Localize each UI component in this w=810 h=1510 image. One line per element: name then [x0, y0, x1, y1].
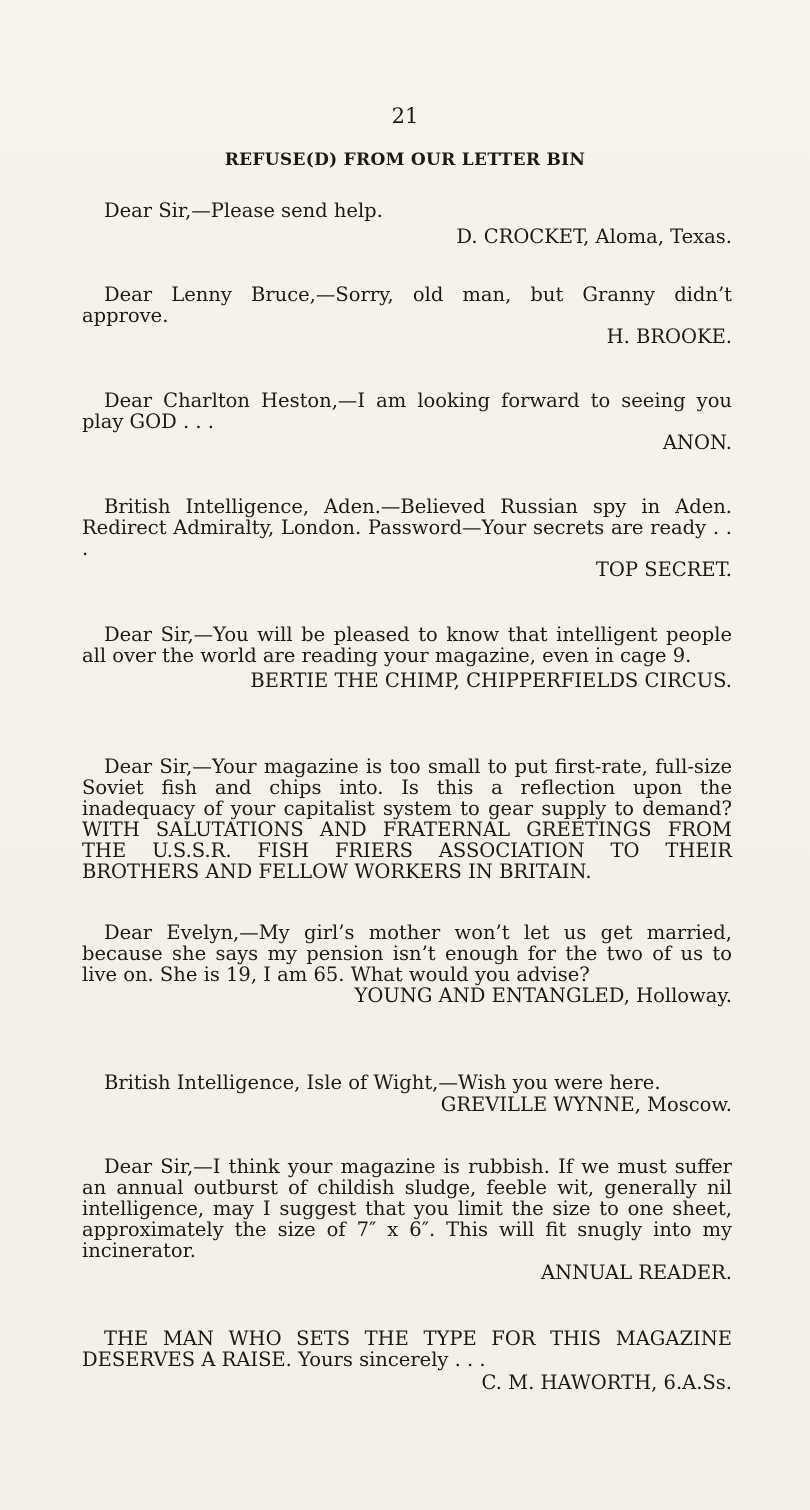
letter-9 [82, 1156, 732, 1283]
letter-body: Dear Sir,—You will be pleased to know that intelligent people all over the world are reading your magazine, even in cage 9. [82, 623, 732, 667]
page-number: 21 [391, 104, 419, 128]
letter-10 [82, 1328, 732, 1393]
letter-body: THE MAN WHO SETS THE TYPE FOR THIS MAGAZINE DESERVES A RAISE. Yours sincerely . . . [82, 1327, 732, 1371]
letter-5 [82, 624, 732, 691]
letter-3 [82, 390, 732, 453]
letter-signature: GREVILLE WYNNE, Moscow. [440, 1093, 732, 1116]
letter-8 [82, 1072, 732, 1115]
letter-body: British Intelligence, Isle of Wight,—Wish you were here. [104, 1071, 661, 1094]
letter-body: British Intelligence, Aden.—Believed Russian spy in Aden. Redirect Admiralty, London. Password—Your secrets are ready . . . [82, 495, 732, 560]
letter-1 [82, 200, 732, 247]
letter-body: Dear Sir,—Your magazine is too small to put first-rate, full-size Soviet fish and chips into. Is this a reflection upon the inadequacy of your capitalist system to gear supply to demand? WITH SALUTATIONS AND FRATERNAL GREETINGS FROM THE U.S.S.R. FISH FRIERS ASSOCIATION TO THEIR BROTHERS AND FELLOW WORKERS IN BRITAIN. [82, 755, 732, 883]
letter-7 [82, 922, 732, 1006]
letter-body: Dear Charlton Heston,—I am looking forward to seeing you play GOD . . . [82, 389, 732, 433]
letter-body: Dear Sir,—I think your magazine is rubbish. If we must suffer an annual outburst of childish sludge, feeble wit, generally nil intelligence, may I suggest that you limit the size to one sheet, approximately the size of 7″ x 6″. This will fit snugly into my incinerator. [82, 1155, 732, 1262]
letter-6 [82, 756, 732, 882]
letter-signature: ANNUAL READER. [540, 1261, 732, 1284]
section-heading: REFUSE(D) FROM OUR LETTER BIN [224, 150, 586, 170]
letter-2 [82, 284, 732, 347]
letter-body: Dear Lenny Bruce,—Sorry, old man, but Granny didn’t approve. [82, 283, 732, 327]
letter-signature: D. CROCKET, Aloma, Texas. [456, 225, 732, 248]
letter-signature: H. BROOKE. [606, 325, 732, 348]
letter-signature: C. M. HAWORTH, 6.A.Ss. [481, 1371, 732, 1394]
letter-signature: YOUNG AND ENTANGLED, Holloway. [354, 984, 732, 1007]
letter-body: Dear Evelyn,—My girl’s mother won’t let us get married, because she says my pension isn’t enough for the two of us to live on. She is 19, I am 65. What would you advise? [82, 921, 732, 986]
letter-body: Dear Sir,—Please send help. [104, 199, 383, 222]
letter-signature: ANON. [662, 431, 732, 454]
letter-signature: BERTIE THE CHIMP, CHIPPERFIELDS CIRCUS. [250, 669, 732, 692]
letter-4 [82, 496, 732, 580]
letter-signature: TOP SECRET. [595, 558, 732, 581]
